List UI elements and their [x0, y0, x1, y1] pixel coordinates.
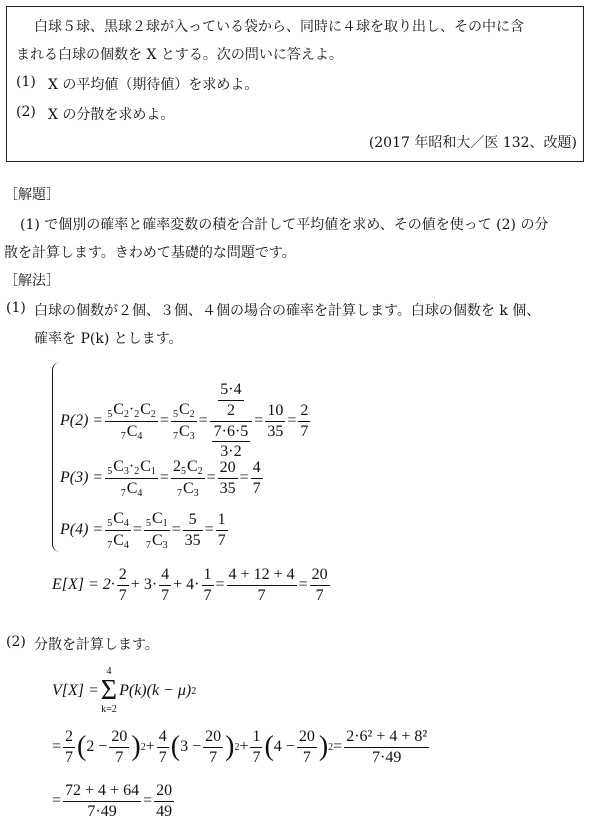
variance-expansion: = $\frac{2}{7}$ ( 2 − $\frac{20}{7}$ ) 2 + $\frac{4}{7}$ ( 3 − $\frac{20}{7}$ ) 2 + $\frac{1}{7}$ ( 4 − $\frac{20}{7}$ ) 2 = $\frac{\text{2·6² + 4 + 8²}}{7\cdot 49}$ — [52, 727, 428, 766]
expectation-equation: E[X] = 2· $\frac{2}{7}$ + 3· $\frac{4}{7}$ + 4· $\frac{1}{7}$ = $\frac{4 + 12 + 4}{7}$ = $\frac{20}{7}$ — [52, 565, 328, 604]
p3-lhs: P(3) = — [60, 469, 104, 486]
explanation-line-1: (1) で個別の確率と確率変数の積を合計して平均値を求め、その値を使って (2) の分 — [20, 217, 549, 233]
solution-heading: ［解法］ — [4, 273, 60, 289]
p3-result: $\frac{4}{7}$ — [252, 458, 261, 497]
variance-result-line: = $\frac{72 + 4 + 64}{7\cdot 49}$ = $\frac{20}{49}$ — [52, 781, 173, 820]
p4-equation: P(4) = $\frac{5C_4}{7C_4}$ = $\frac{5C_1}{7C_3}$ = $\frac{5}{35}$ = $\frac{1}{7}$ — [60, 509, 226, 551]
p4-lhs: P(4) = — [60, 521, 104, 538]
p2-result: $\frac{2}{7}$ — [300, 401, 309, 440]
p2-frac-2: $\frac{5C_2}{7C_3}$ — [172, 400, 195, 442]
question-2-number: (2) — [16, 104, 36, 120]
question-2-text: X の分散を求めよ。 — [48, 107, 175, 123]
part-2-text: 分散を計算します。 — [34, 637, 159, 653]
summation: 4 Σ k=2 — [100, 666, 118, 715]
explanation-heading: ［解題］ — [4, 187, 60, 203]
p2-equation: P(2) = $\frac{5C_2\cdot 2C_2}{7C_4}$ = $\frac{5C_2}{7C_3}$ = $\frac{\frac{5\cdot 4}{2}}{\frac{7\cdot 6\cdot 5}{3\cdot 2}}$ = $\frac{10}{35}$ = $\frac{2}{7}$ — [60, 381, 309, 461]
variance-lhs: V[X] = — [52, 682, 99, 699]
explanation-line-2: 散を計算します。きわめて基礎的な問題です。 — [4, 245, 296, 261]
part-1-number: (1) — [6, 300, 26, 316]
p2-compound-frac: $\frac{\frac{5\cdot 4}{2}}{\frac{7\cdot 6\cdot 5}{3\cdot 2}}$ — [210, 381, 253, 460]
problem-line-2: まれる白球の個数を X とする。次の問いに答えよ。 — [16, 47, 343, 63]
variance-result: $\frac{20}{49}$ — [156, 781, 173, 820]
p2-frac-10-35: $\frac{10}{35}$ — [267, 401, 284, 440]
p4-result: $\frac{1}{7}$ — [217, 510, 226, 549]
part-2-number: (2) — [6, 634, 26, 650]
p2-frac-1: $\frac{5C_2\cdot 2C_2}{7C_4}$ — [107, 400, 156, 442]
problem-source: (2017 年昭和大／医 132、改題) — [368, 135, 577, 151]
p2-lhs: P(2) = — [60, 412, 104, 429]
problem-line-1: 白球５球、黒球２球が入っている袋から、同時に４球を取り出し、その中に含 — [34, 19, 524, 35]
question-1-number: (1) — [16, 74, 36, 90]
expectation-lhs: E[X] = 2· — [52, 576, 115, 593]
part-1-line-2: 確率を P(k) とします。 — [34, 331, 183, 347]
variance-definition: V[X] = 4 Σ k=2 P(k)(k − μ) 2 — [52, 666, 197, 715]
part-1-line-1: 白球の個数が２個、３個、４個の場合の確率を計算します。白球の個数を k 個、 — [34, 303, 541, 319]
p3-equation: P(3) = $\frac{5C_3\cdot 2C_1}{7C_4}$ = $\frac{25C_2}{7C_3}$ = $\frac{20}{35}$ = $\frac{4}{7}$ — [60, 457, 261, 499]
question-1-text: X の平均値（期待値）を求めよ。 — [48, 77, 259, 93]
expectation-result: $\frac{20}{7}$ — [311, 565, 328, 604]
